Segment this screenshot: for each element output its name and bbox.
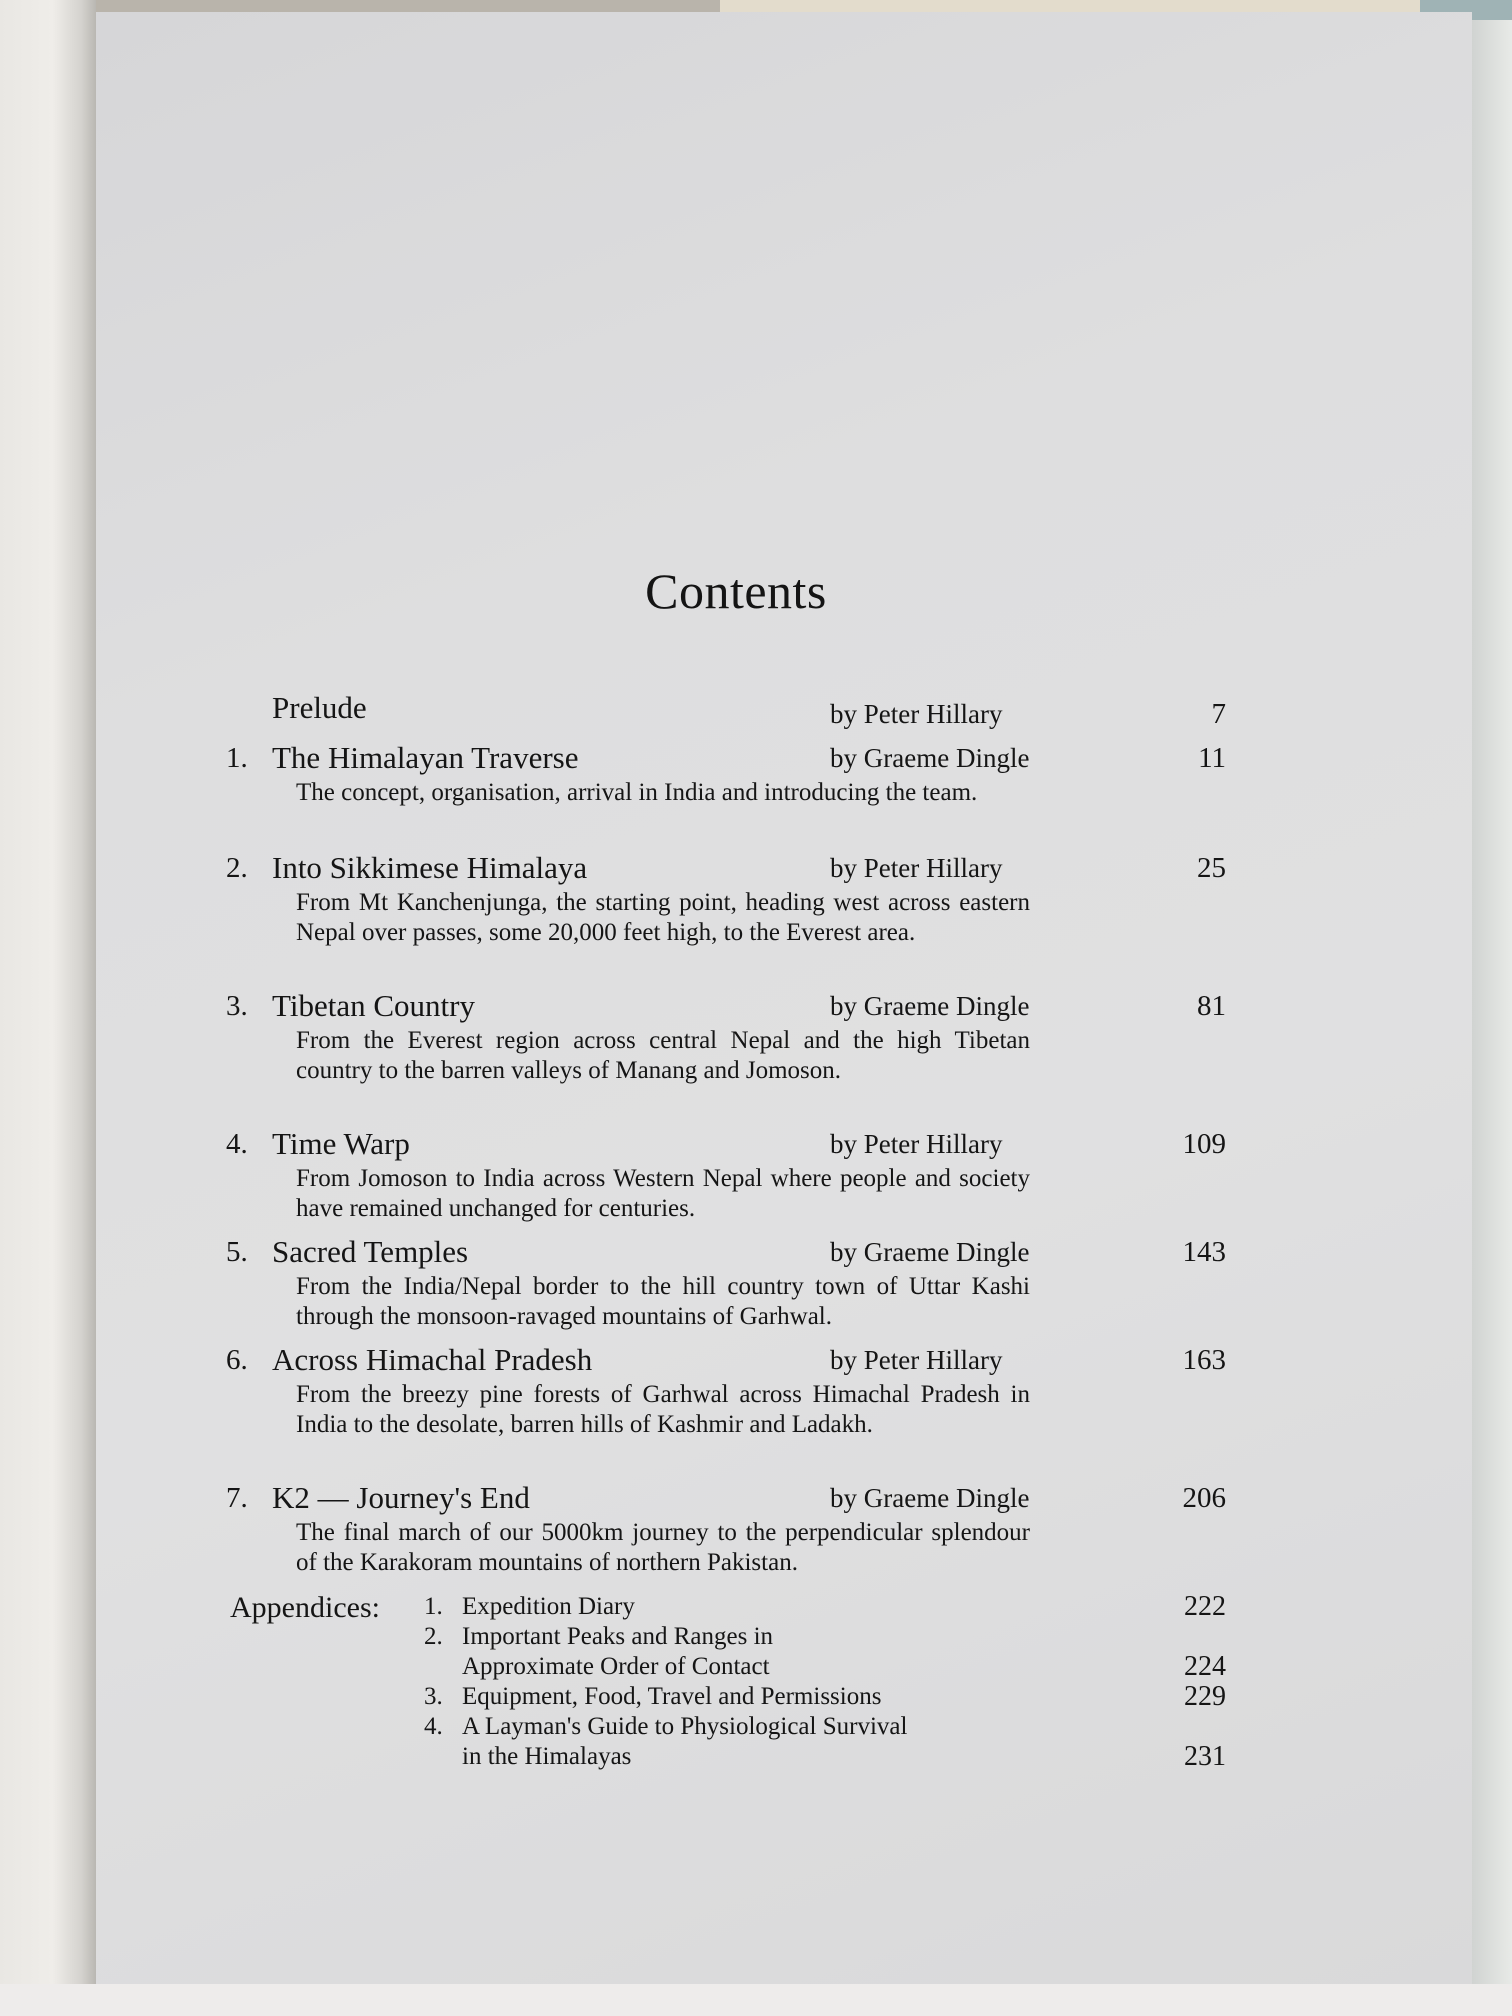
entry-title: The Himalayan Traverse (272, 740, 579, 775)
entry-author: by Peter Hillary (830, 853, 1003, 883)
entry-page: 163 (1182, 1344, 1226, 1376)
entry-description: The final march of our 5000km journey to the perpendicular splendour of the Karakoram mountains of northern Pakistan. (296, 1519, 1030, 1576)
entry-author: by Graeme Dingle (830, 743, 1030, 773)
entry-description: From the India/Nepal border to the hill country town of Uttar Kashi through the monsoon-ravaged mountains of Garhwal. (296, 1273, 1030, 1330)
entry-title: Sacred Temples (272, 1234, 469, 1269)
appendix-number: 2. (424, 1623, 443, 1650)
appendices-label: Appendices: (230, 1591, 380, 1624)
entry-page: 109 (1182, 1128, 1226, 1160)
entry-title: Prelude (272, 690, 367, 725)
bottom-strip (0, 1984, 1512, 2016)
entry-number: 5. (226, 1236, 248, 1268)
entry-author: by Peter Hillary (830, 1129, 1003, 1159)
appendix-page: 229 (1184, 1681, 1226, 1712)
appendix-title-cont: in the Himalayas (462, 1743, 632, 1770)
entry-author: by Graeme Dingle (830, 1237, 1030, 1267)
entry-title: K2 — Journey's End (272, 1480, 530, 1515)
entry-description: From Jomoson to India across Western Nepal where people and society have remained unchanged for centuries. (296, 1165, 1030, 1222)
entry-page: 206 (1182, 1482, 1226, 1514)
entry-author: by Graeme Dingle (830, 1483, 1030, 1513)
appendix-title: Expedition Diary (462, 1593, 635, 1620)
entry-page: 25 (1197, 852, 1226, 884)
appendix-number: 3. (424, 1683, 443, 1710)
entry-number: 3. (226, 990, 248, 1022)
appendix-page: 222 (1184, 1591, 1226, 1622)
appendix-title: Equipment, Food, Travel and Permissions (462, 1683, 882, 1710)
appendix-title-cont: Approximate Order of Contact (462, 1653, 770, 1680)
entry-number: 1. (226, 742, 248, 774)
entry-description: The concept, organisation, arrival in India and introducing the team. (296, 779, 978, 806)
entry-description: From the breezy pine forests of Garhwal across Himachal Pradesh in India to the desolate, barren hills of Kashmir and Ladakh. (296, 1381, 1030, 1438)
entry-title: Across Himachal Pradesh (272, 1342, 593, 1377)
entry-description: From the Everest region across central Nepal and the high Tibetan country to the barren valleys of Manang and Jomoson. (296, 1027, 1030, 1084)
entry-title: Time Warp (272, 1126, 410, 1161)
appendix-page: 224 (1184, 1651, 1226, 1682)
entry-number: 7. (226, 1482, 248, 1514)
appendix-number: 1. (424, 1593, 443, 1620)
entry-author: by Graeme Dingle (830, 991, 1030, 1021)
book-spine (0, 0, 96, 2016)
appendix-page: 231 (1184, 1741, 1226, 1772)
entry-page: 11 (1198, 742, 1226, 774)
entry-page: 7 (1211, 698, 1226, 730)
entry-number: 4. (226, 1128, 248, 1160)
entry-title: Tibetan Country (272, 988, 475, 1023)
entry-author: by Peter Hillary (830, 1345, 1003, 1375)
page-edge-right (1470, 20, 1512, 2016)
entry-page: 81 (1197, 990, 1226, 1022)
show-through (562, 180, 575, 238)
page-title: Contents (645, 563, 827, 619)
entry-page: 143 (1182, 1236, 1226, 1268)
entry-description: From Mt Kanchenjunga, the starting point, heading west across eastern Nepal over passes, some 20,000 feet high, to the Everest area. (296, 889, 1030, 946)
appendix-title: Important Peaks and Ranges in (462, 1623, 774, 1650)
entry-number: 2. (226, 852, 248, 884)
appendix-title: A Layman's Guide to Physiological Survival (462, 1713, 908, 1740)
entry-number: 6. (226, 1344, 248, 1376)
entry-author: by Peter Hillary (830, 699, 1003, 729)
appendix-number: 4. (424, 1713, 443, 1740)
entry-title: Into Sikkimese Himalaya (272, 850, 588, 885)
